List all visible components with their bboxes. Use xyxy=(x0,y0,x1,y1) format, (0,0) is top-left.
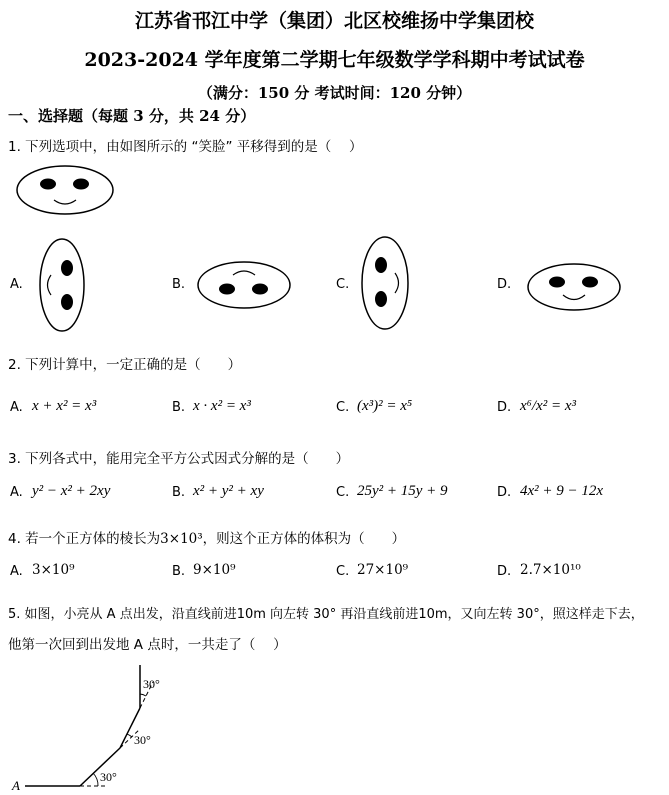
q1-option-a-figure[interactable] xyxy=(38,237,86,333)
q2-option-d[interactable]: x⁶/x² = x³ xyxy=(520,398,576,414)
q4-option-a[interactable]: 3×10⁹ xyxy=(32,562,75,578)
q3-option-d-label[interactable]: D. xyxy=(497,485,512,500)
q4-option-b[interactable]: 9×10⁹ xyxy=(193,562,236,578)
q4-option-a-label[interactable]: A. xyxy=(10,564,23,579)
smiley-reference-figure xyxy=(15,164,115,216)
q3-option-d[interactable]: 4x² + 9 − 12x xyxy=(520,483,604,499)
q4-option-b-label[interactable]: B. xyxy=(172,564,186,579)
q2-option-a[interactable]: x + x² = x³ xyxy=(32,398,97,414)
q4-stem-value: 3×10³ xyxy=(160,531,203,547)
q4-option-c-label[interactable]: C. xyxy=(336,564,350,579)
q4-stem xyxy=(8,527,405,547)
q2-option-c[interactable]: (x³)² = x⁵ xyxy=(357,398,413,414)
angle-label-1: 30° xyxy=(100,770,117,784)
q2-option-b-label[interactable]: B. xyxy=(172,400,186,415)
q1-option-d-label[interactable]: D. xyxy=(497,277,512,292)
q3-option-a-label[interactable]: A. xyxy=(10,485,23,500)
q1-option-c-figure[interactable] xyxy=(360,235,410,331)
q3-option-c[interactable]: 25y² + 15y + 9 xyxy=(357,483,448,499)
angle-label-2: 30° xyxy=(134,733,151,747)
section-title: 一、选择题（每题 3 分，共 24 分） xyxy=(8,107,256,125)
exam-meta: （满分：150 分 考试时间：120 分钟） xyxy=(197,84,472,102)
q1-option-c-label[interactable]: C. xyxy=(336,277,350,292)
q4-stem-before: 4. 若一个正方体的棱长为 xyxy=(8,531,161,547)
q2-option-b[interactable]: x · x² = x³ xyxy=(193,398,251,414)
q3-option-a[interactable]: y² − x² + 2xy xyxy=(32,483,111,499)
q4-stem-after: ，则这个正方体的体积为（ ） xyxy=(202,531,406,547)
q5-stem-line1: 5. 如图，小亮从 A 点出发，沿直线前进10m 向左转 30° 再沿直线前进10m，又向左转 30°，照这样走下去， xyxy=(8,607,644,622)
q1-option-d-figure[interactable] xyxy=(526,262,622,312)
walking-path-figure xyxy=(10,660,180,795)
q1-option-b-label[interactable]: B. xyxy=(172,277,186,292)
q1-option-a-label[interactable]: A. xyxy=(10,277,23,292)
q4-option-d[interactable]: 2.7×10¹⁰ xyxy=(520,562,581,578)
q3-option-b-label[interactable]: B. xyxy=(172,485,186,500)
q2-option-a-label[interactable]: A. xyxy=(10,400,23,415)
school-name: 江苏省邗江中学（集团）北区校维扬中学集团校 xyxy=(134,10,534,32)
q3-option-b[interactable]: x² + y² + xy xyxy=(193,483,264,499)
q4-option-d-label[interactable]: D. xyxy=(497,564,512,579)
q1-option-b-figure[interactable] xyxy=(196,260,292,310)
q1-stem: 1. 下列选项中，由如图所示的 “笑脸” 平移得到的是（ ） xyxy=(8,139,363,155)
q3-option-c-label[interactable]: C. xyxy=(336,485,350,500)
q2-stem: 2. 下列计算中，一定正确的是（ ） xyxy=(8,357,242,373)
q4-option-c[interactable]: 27×10⁹ xyxy=(357,562,409,578)
point-a-label: A xyxy=(12,778,20,793)
angle-label-3: 30° xyxy=(143,677,160,691)
q3-stem: 3. 下列各式中，能用完全平方公式因式分解的是（ ） xyxy=(8,451,350,467)
q5-stem-line2: 他第一次回到出发地 A 点时，一共走了（ ） xyxy=(8,637,287,653)
exam-title: 2023-2024 学年度第二学期七年级数学学科期中考试试卷 xyxy=(84,49,585,71)
q2-option-d-label[interactable]: D. xyxy=(497,400,512,415)
q2-option-c-label[interactable]: C. xyxy=(336,400,350,415)
